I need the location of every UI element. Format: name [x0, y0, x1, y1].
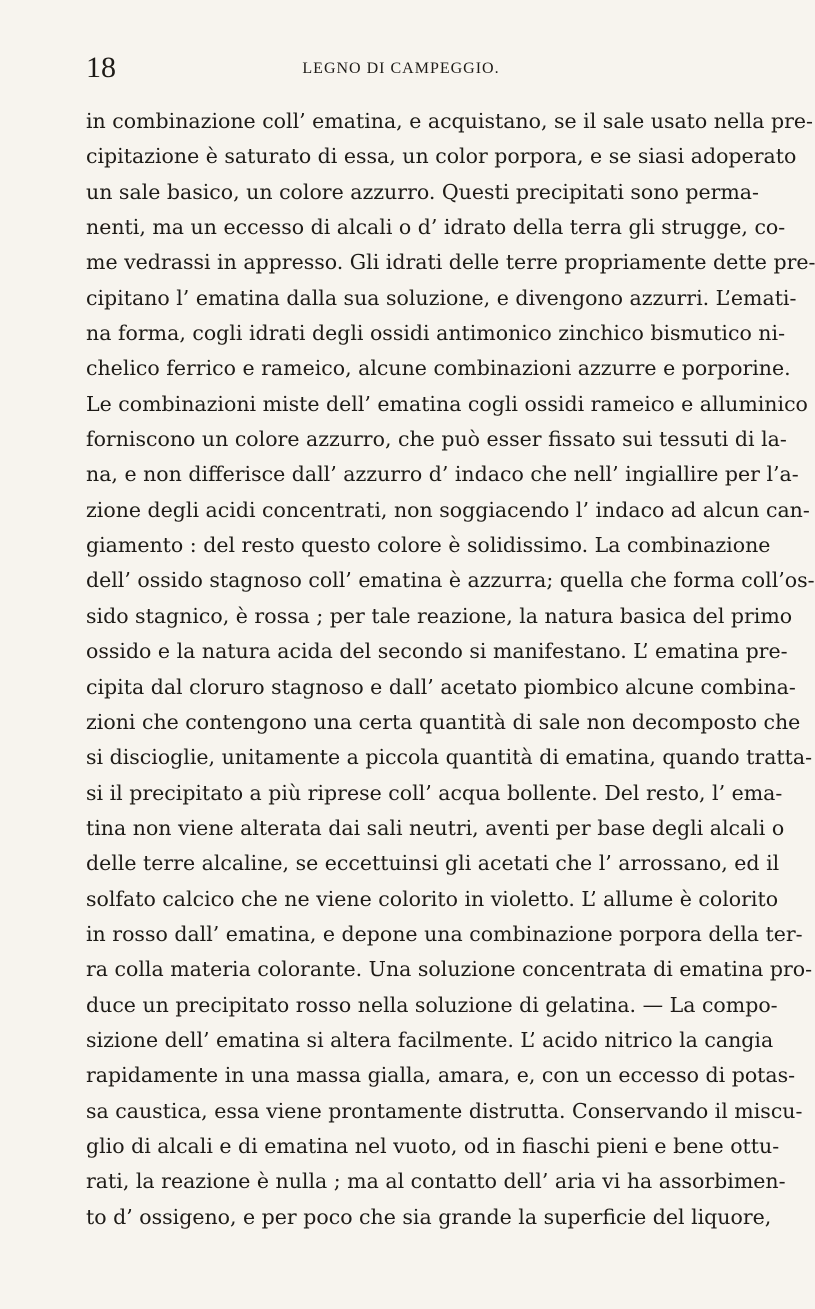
text-line: delle terre alcaline, se eccettuinsi gli acetati che l’ arrossano, ed il — [86, 851, 780, 876]
text-line: cipitazione è saturato di essa, un color porpora, e se siasi adoperato — [86, 144, 797, 169]
text-line: dell’ ossido stagnoso coll’ ematina è azzurra; quella che forma coll’os- — [86, 568, 815, 593]
text-line: me vedrassi in appresso. Gli idrati delle terre propriamente dette pre- — [86, 250, 815, 275]
text-line: na forma, cogli idrati degli ossidi antimonico zinchico bismutico ni- — [86, 321, 785, 346]
body-text — [86, 104, 815, 1235]
running-title: LEGNO DI CAMPEGGIO. — [302, 60, 500, 77]
text-line: ossido e la natura acida del secondo si manifestano. L’ ematina pre- — [86, 639, 788, 664]
text-line: na, e non differisce dall’ azzurro d’ indaco che nell’ ingiallire per l’a- — [86, 462, 799, 487]
text-line: tina non viene alterata dai sali neutri, aventi per base degli alcali o — [86, 815, 785, 840]
text-line: duce un precipitato rosso nella soluzione di gelatina. — La compo- — [86, 992, 778, 1017]
text-line: solfato calcico che ne viene colorito in violetto. L’ allume è colorito — [86, 886, 779, 911]
text-line: forniscono un colore azzurro, che può esser fissato sui tessuti di la- — [86, 427, 787, 452]
text-line: cipita dal cloruro stagnoso e dall’ acetato piombico alcune combina- — [86, 674, 796, 699]
text-line: cipitano l’ ematina dalla sua soluzione, e divengono azzurri. L’emati- — [86, 285, 797, 310]
text-line: rati, la reazione è nulla ; ma al contatto dell’ aria vi ha assorbimen- — [86, 1169, 786, 1194]
text-line: un sale basico, un colore azzurro. Questi precipitati sono perma- — [86, 179, 759, 204]
text-line: in combinazione coll’ ematina, e acquistano, se il sale usato nella pre- — [86, 109, 813, 133]
text-line: sizione dell’ ematina si altera facilmente. L’ acido nitrico la cangia — [86, 1027, 774, 1052]
text-line: giamento : del resto questo colore è solidissimo. La combinazione — [86, 533, 771, 558]
text-line: sa caustica, essa viene prontamente distrutta. Conservando il miscu- — [86, 1098, 803, 1123]
page-header — [86, 48, 716, 88]
text-line: si discioglie, unitamente a piccola quantità di ematina, quando tratta- — [86, 745, 813, 770]
text-line: zioni che contengono una certa quantità di sale non decomposto che — [86, 709, 801, 734]
page-number: 18 — [86, 51, 116, 84]
text-line: nenti, ma un eccesso di alcali o d’ idrato della terra gli strugge, co- — [86, 215, 786, 240]
text-line: Le combinazioni miste dell’ ematina cogli ossidi rameico e alluminico — [86, 391, 808, 416]
text-line: chelico ferrico e rameico, alcune combinazioni azzurre e porporine. — [86, 356, 791, 381]
text-line: si il precipitato a più riprese coll’ acqua bollente. Del resto, l’ ema- — [86, 780, 783, 805]
text-line: to d’ ossigeno, e per poco che sia grande la superficie del liquore, — [86, 1204, 772, 1229]
text-line: glio di alcali e di ematina nel vuoto, od in fiaschi pieni e bene ottu- — [86, 1133, 780, 1158]
text-line: ra colla materia colorante. Una soluzione concentrata di ematina pro- — [86, 957, 813, 982]
text-line: zione degli acidi concentrati, non soggiacendo l’ indaco ad alcun can- — [86, 497, 810, 522]
text-line: sido stagnico, è rossa ; per tale reazione, la natura basica del primo — [86, 603, 793, 628]
text-line: rapidamente in una massa gialla, amara, e, con un eccesso di potas- — [86, 1063, 796, 1088]
text-line: in rosso dall’ ematina, e depone una combinazione porpora della ter- — [86, 921, 803, 946]
